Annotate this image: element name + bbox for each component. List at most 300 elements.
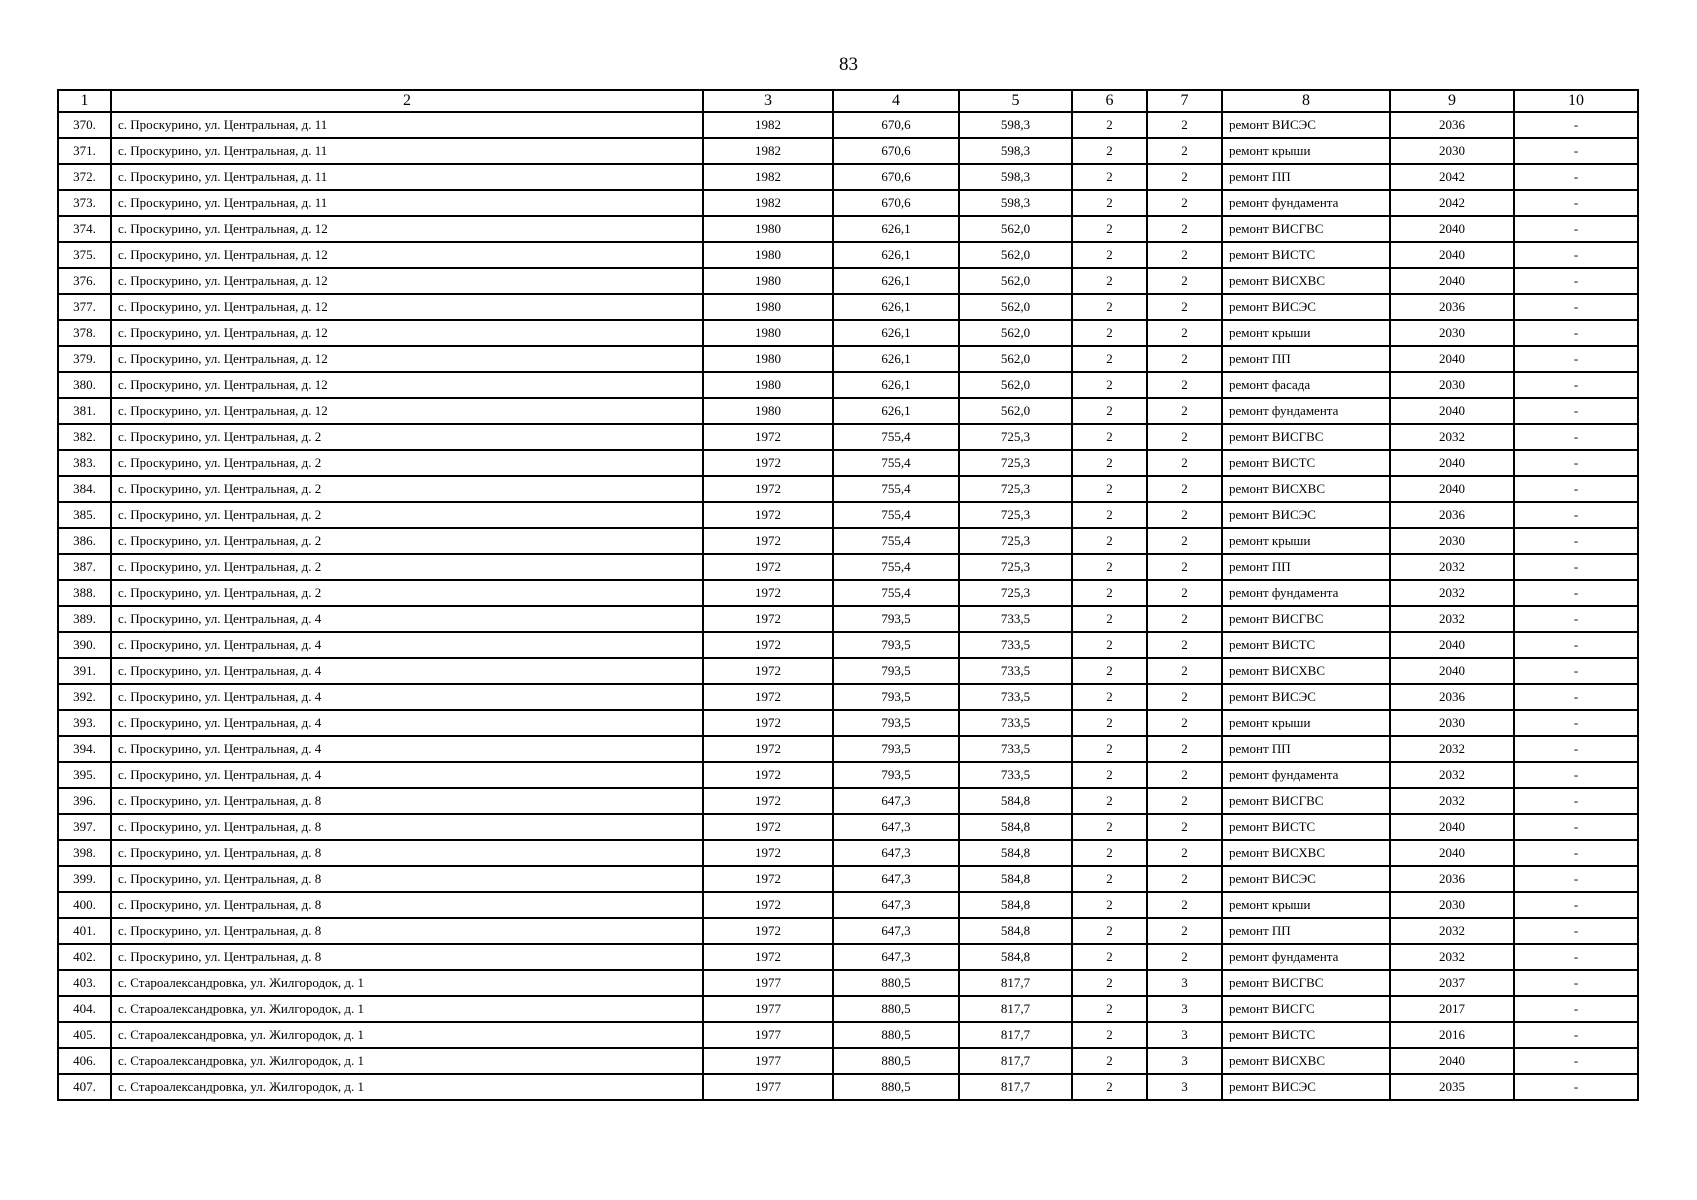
year-cell: 1972 (703, 710, 833, 736)
address-cell: с. Проскурино, ул. Центральная, д. 12 (111, 398, 703, 424)
total-area-cell: 647,3 (833, 788, 959, 814)
table-row (58, 788, 1638, 814)
work-type-cell: ремонт фундамента (1222, 944, 1390, 970)
living-area-cell: 562,0 (959, 294, 1072, 320)
table-row (58, 476, 1638, 502)
column-header: 3 (703, 90, 833, 112)
note-cell: - (1514, 736, 1638, 762)
work-type-cell: ремонт фасада (1222, 372, 1390, 398)
planned-year-cell: 2040 (1390, 658, 1514, 684)
floors-cell: 2 (1072, 866, 1147, 892)
living-area-cell: 733,5 (959, 762, 1072, 788)
living-area-cell: 725,3 (959, 528, 1072, 554)
address-cell: с. Проскурино, ул. Центральная, д. 11 (111, 164, 703, 190)
table-row (58, 112, 1638, 138)
planned-year-cell: 2035 (1390, 1074, 1514, 1100)
living-area-cell: 733,5 (959, 658, 1072, 684)
year-cell: 1972 (703, 606, 833, 632)
table-row (58, 554, 1638, 580)
note-cell: - (1514, 892, 1638, 918)
note-cell: - (1514, 1022, 1638, 1048)
planned-year-cell: 2032 (1390, 736, 1514, 762)
entrances-cell: 2 (1147, 190, 1222, 216)
entrances-cell: 2 (1147, 268, 1222, 294)
floors-cell: 2 (1072, 814, 1147, 840)
planned-year-cell: 2032 (1390, 918, 1514, 944)
row-number-cell: 398. (58, 840, 111, 866)
total-area-cell: 626,1 (833, 372, 959, 398)
living-area-cell: 584,8 (959, 892, 1072, 918)
entrances-cell: 2 (1147, 320, 1222, 346)
column-number-header-row (58, 90, 1638, 112)
row-number-cell: 405. (58, 1022, 111, 1048)
year-cell: 1982 (703, 112, 833, 138)
planned-year-cell: 2036 (1390, 866, 1514, 892)
table-row (58, 736, 1638, 762)
entrances-cell: 2 (1147, 632, 1222, 658)
table-row (58, 294, 1638, 320)
total-area-cell: 626,1 (833, 242, 959, 268)
repair-schedule-table (57, 89, 1639, 1101)
row-number-cell: 392. (58, 684, 111, 710)
row-number-cell: 393. (58, 710, 111, 736)
living-area-cell: 817,7 (959, 996, 1072, 1022)
table-row (58, 320, 1638, 346)
row-number-cell: 386. (58, 528, 111, 554)
living-area-cell: 562,0 (959, 242, 1072, 268)
planned-year-cell: 2042 (1390, 190, 1514, 216)
year-cell: 1972 (703, 502, 833, 528)
living-area-cell: 562,0 (959, 372, 1072, 398)
floors-cell: 2 (1072, 710, 1147, 736)
floors-cell: 2 (1072, 138, 1147, 164)
note-cell: - (1514, 710, 1638, 736)
total-area-cell: 793,5 (833, 606, 959, 632)
address-cell: с. Проскурино, ул. Центральная, д. 12 (111, 216, 703, 242)
entrances-cell: 2 (1147, 814, 1222, 840)
total-area-cell: 670,6 (833, 190, 959, 216)
living-area-cell: 598,3 (959, 164, 1072, 190)
table-body (58, 112, 1638, 1100)
address-cell: с. Проскурино, ул. Центральная, д. 2 (111, 450, 703, 476)
planned-year-cell: 2032 (1390, 788, 1514, 814)
row-number-cell: 403. (58, 970, 111, 996)
note-cell: - (1514, 450, 1638, 476)
note-cell: - (1514, 632, 1638, 658)
table-row (58, 268, 1638, 294)
entrances-cell: 2 (1147, 424, 1222, 450)
table-row (58, 242, 1638, 268)
row-number-cell: 371. (58, 138, 111, 164)
row-number-cell: 382. (58, 424, 111, 450)
table-row (58, 606, 1638, 632)
total-area-cell: 755,4 (833, 450, 959, 476)
table-row (58, 528, 1638, 554)
note-cell: - (1514, 216, 1638, 242)
work-type-cell: ремонт ПП (1222, 346, 1390, 372)
year-cell: 1972 (703, 580, 833, 606)
planned-year-cell: 2042 (1390, 164, 1514, 190)
planned-year-cell: 2030 (1390, 320, 1514, 346)
year-cell: 1972 (703, 892, 833, 918)
address-cell: с. Староалександровка, ул. Жилгородок, д. 1 (111, 1048, 703, 1074)
note-cell: - (1514, 554, 1638, 580)
work-type-cell: ремонт ВИСЭС (1222, 502, 1390, 528)
total-area-cell: 626,1 (833, 216, 959, 242)
column-header: 10 (1514, 90, 1638, 112)
total-area-cell: 626,1 (833, 346, 959, 372)
year-cell: 1972 (703, 554, 833, 580)
entrances-cell: 2 (1147, 918, 1222, 944)
table-row (58, 970, 1638, 996)
work-type-cell: ремонт ПП (1222, 164, 1390, 190)
total-area-cell: 670,6 (833, 112, 959, 138)
living-area-cell: 584,8 (959, 814, 1072, 840)
floors-cell: 2 (1072, 580, 1147, 606)
note-cell: - (1514, 476, 1638, 502)
year-cell: 1972 (703, 762, 833, 788)
work-type-cell: ремонт ВИСГВС (1222, 424, 1390, 450)
floors-cell: 2 (1072, 554, 1147, 580)
work-type-cell: ремонт ВИСТС (1222, 814, 1390, 840)
year-cell: 1972 (703, 450, 833, 476)
year-cell: 1977 (703, 1022, 833, 1048)
note-cell: - (1514, 684, 1638, 710)
note-cell: - (1514, 814, 1638, 840)
total-area-cell: 626,1 (833, 268, 959, 294)
year-cell: 1972 (703, 840, 833, 866)
address-cell: с. Проскурино, ул. Центральная, д. 4 (111, 762, 703, 788)
address-cell: с. Проскурино, ул. Центральная, д. 2 (111, 476, 703, 502)
row-number-cell: 396. (58, 788, 111, 814)
living-area-cell: 584,8 (959, 866, 1072, 892)
page-number: 83 (839, 54, 858, 75)
total-area-cell: 626,1 (833, 294, 959, 320)
column-header: 7 (1147, 90, 1222, 112)
note-cell: - (1514, 294, 1638, 320)
row-number-cell: 397. (58, 814, 111, 840)
year-cell: 1972 (703, 866, 833, 892)
note-cell: - (1514, 346, 1638, 372)
planned-year-cell: 2032 (1390, 580, 1514, 606)
floors-cell: 2 (1072, 346, 1147, 372)
row-number-cell: 385. (58, 502, 111, 528)
work-type-cell: ремонт ПП (1222, 554, 1390, 580)
entrances-cell: 3 (1147, 1074, 1222, 1100)
planned-year-cell: 2032 (1390, 554, 1514, 580)
table-row (58, 684, 1638, 710)
floors-cell: 2 (1072, 502, 1147, 528)
row-number-cell: 370. (58, 112, 111, 138)
row-number-cell: 400. (58, 892, 111, 918)
address-cell: с. Проскурино, ул. Центральная, д. 8 (111, 944, 703, 970)
entrances-cell: 2 (1147, 684, 1222, 710)
address-cell: с. Проскурино, ул. Центральная, д. 8 (111, 840, 703, 866)
note-cell: - (1514, 580, 1638, 606)
address-cell: с. Проскурино, ул. Центральная, д. 4 (111, 710, 703, 736)
table-row (58, 216, 1638, 242)
note-cell: - (1514, 918, 1638, 944)
table-row (58, 502, 1638, 528)
planned-year-cell: 2040 (1390, 840, 1514, 866)
note-cell: - (1514, 164, 1638, 190)
column-header: 8 (1222, 90, 1390, 112)
total-area-cell: 670,6 (833, 164, 959, 190)
floors-cell: 2 (1072, 788, 1147, 814)
entrances-cell: 3 (1147, 996, 1222, 1022)
work-type-cell: ремонт ВИСГВС (1222, 788, 1390, 814)
entrances-cell: 2 (1147, 528, 1222, 554)
row-number-cell: 399. (58, 866, 111, 892)
floors-cell: 2 (1072, 944, 1147, 970)
floors-cell: 2 (1072, 684, 1147, 710)
living-area-cell: 817,7 (959, 1074, 1072, 1100)
note-cell: - (1514, 970, 1638, 996)
total-area-cell: 793,5 (833, 762, 959, 788)
planned-year-cell: 2032 (1390, 424, 1514, 450)
table-row (58, 1022, 1638, 1048)
row-number-cell: 387. (58, 554, 111, 580)
entrances-cell: 2 (1147, 892, 1222, 918)
total-area-cell: 647,3 (833, 944, 959, 970)
living-area-cell: 725,3 (959, 502, 1072, 528)
total-area-cell: 647,3 (833, 840, 959, 866)
column-header: 6 (1072, 90, 1147, 112)
living-area-cell: 562,0 (959, 346, 1072, 372)
note-cell: - (1514, 788, 1638, 814)
total-area-cell: 755,4 (833, 424, 959, 450)
living-area-cell: 733,5 (959, 632, 1072, 658)
planned-year-cell: 2030 (1390, 892, 1514, 918)
year-cell: 1972 (703, 684, 833, 710)
row-number-cell: 402. (58, 944, 111, 970)
living-area-cell: 598,3 (959, 138, 1072, 164)
address-cell: с. Проскурино, ул. Центральная, д. 2 (111, 528, 703, 554)
living-area-cell: 725,3 (959, 450, 1072, 476)
address-cell: с. Проскурино, ул. Центральная, д. 8 (111, 918, 703, 944)
entrances-cell: 2 (1147, 398, 1222, 424)
entrances-cell: 2 (1147, 242, 1222, 268)
entrances-cell: 2 (1147, 554, 1222, 580)
work-type-cell: ремонт ВИСЭС (1222, 684, 1390, 710)
entrances-cell: 2 (1147, 294, 1222, 320)
address-cell: с. Проскурино, ул. Центральная, д. 12 (111, 242, 703, 268)
work-type-cell: ремонт фундамента (1222, 398, 1390, 424)
address-cell: с. Проскурино, ул. Центральная, д. 2 (111, 502, 703, 528)
living-area-cell: 733,5 (959, 736, 1072, 762)
year-cell: 1980 (703, 320, 833, 346)
floors-cell: 2 (1072, 242, 1147, 268)
note-cell: - (1514, 502, 1638, 528)
floors-cell: 2 (1072, 892, 1147, 918)
total-area-cell: 755,4 (833, 580, 959, 606)
work-type-cell: ремонт ВИСГВС (1222, 216, 1390, 242)
note-cell: - (1514, 866, 1638, 892)
total-area-cell: 793,5 (833, 658, 959, 684)
entrances-cell: 2 (1147, 736, 1222, 762)
floors-cell: 2 (1072, 1022, 1147, 1048)
address-cell: с. Проскурино, ул. Центральная, д. 12 (111, 268, 703, 294)
living-area-cell: 733,5 (959, 710, 1072, 736)
entrances-cell: 2 (1147, 164, 1222, 190)
work-type-cell: ремонт ВИСТС (1222, 450, 1390, 476)
floors-cell: 2 (1072, 918, 1147, 944)
total-area-cell: 647,3 (833, 892, 959, 918)
year-cell: 1980 (703, 346, 833, 372)
planned-year-cell: 2036 (1390, 294, 1514, 320)
living-area-cell: 584,8 (959, 788, 1072, 814)
work-type-cell: ремонт ВИСТС (1222, 1022, 1390, 1048)
planned-year-cell: 2040 (1390, 216, 1514, 242)
year-cell: 1980 (703, 294, 833, 320)
planned-year-cell: 2040 (1390, 632, 1514, 658)
floors-cell: 2 (1072, 164, 1147, 190)
year-cell: 1972 (703, 736, 833, 762)
entrances-cell: 2 (1147, 346, 1222, 372)
address-cell: с. Проскурино, ул. Центральная, д. 2 (111, 580, 703, 606)
entrances-cell: 2 (1147, 658, 1222, 684)
note-cell: - (1514, 190, 1638, 216)
year-cell: 1972 (703, 528, 833, 554)
living-area-cell: 817,7 (959, 970, 1072, 996)
planned-year-cell: 2040 (1390, 476, 1514, 502)
entrances-cell: 2 (1147, 606, 1222, 632)
address-cell: с. Проскурино, ул. Центральная, д. 4 (111, 736, 703, 762)
total-area-cell: 647,3 (833, 866, 959, 892)
work-type-cell: ремонт ВИСТС (1222, 632, 1390, 658)
note-cell: - (1514, 242, 1638, 268)
table-row (58, 190, 1638, 216)
planned-year-cell: 2030 (1390, 372, 1514, 398)
work-type-cell: ремонт ВИСГВС (1222, 606, 1390, 632)
living-area-cell: 562,0 (959, 320, 1072, 346)
living-area-cell: 584,8 (959, 944, 1072, 970)
year-cell: 1977 (703, 1048, 833, 1074)
year-cell: 1977 (703, 1074, 833, 1100)
note-cell: - (1514, 944, 1638, 970)
work-type-cell: ремонт ВИСХВС (1222, 840, 1390, 866)
entrances-cell: 3 (1147, 970, 1222, 996)
work-type-cell: ремонт фундамента (1222, 580, 1390, 606)
year-cell: 1982 (703, 164, 833, 190)
address-cell: с. Проскурино, ул. Центральная, д. 4 (111, 658, 703, 684)
work-type-cell: ремонт крыши (1222, 320, 1390, 346)
row-number-cell: 391. (58, 658, 111, 684)
note-cell: - (1514, 528, 1638, 554)
table-row (58, 398, 1638, 424)
planned-year-cell: 2036 (1390, 112, 1514, 138)
year-cell: 1972 (703, 814, 833, 840)
living-area-cell: 725,3 (959, 424, 1072, 450)
planned-year-cell: 2032 (1390, 944, 1514, 970)
note-cell: - (1514, 320, 1638, 346)
address-cell: с. Проскурино, ул. Центральная, д. 2 (111, 554, 703, 580)
row-number-cell: 375. (58, 242, 111, 268)
address-cell: с. Староалександровка, ул. Жилгородок, д. 1 (111, 996, 703, 1022)
year-cell: 1972 (703, 658, 833, 684)
address-cell: с. Проскурино, ул. Центральная, д. 8 (111, 892, 703, 918)
total-area-cell: 793,5 (833, 710, 959, 736)
living-area-cell: 598,3 (959, 112, 1072, 138)
note-cell: - (1514, 138, 1638, 164)
entrances-cell: 2 (1147, 450, 1222, 476)
note-cell: - (1514, 658, 1638, 684)
planned-year-cell: 2030 (1390, 710, 1514, 736)
column-header: 1 (58, 90, 111, 112)
column-header: 5 (959, 90, 1072, 112)
total-area-cell: 626,1 (833, 320, 959, 346)
row-number-cell: 390. (58, 632, 111, 658)
entrances-cell: 2 (1147, 866, 1222, 892)
total-area-cell: 793,5 (833, 736, 959, 762)
work-type-cell: ремонт крыши (1222, 528, 1390, 554)
address-cell: с. Проскурино, ул. Центральная, д. 2 (111, 424, 703, 450)
table-row (58, 632, 1638, 658)
work-type-cell: ремонт ВИСХВС (1222, 268, 1390, 294)
work-type-cell: ремонт ПП (1222, 918, 1390, 944)
entrances-cell: 2 (1147, 788, 1222, 814)
address-cell: с. Проскурино, ул. Центральная, д. 12 (111, 346, 703, 372)
address-cell: с. Проскурино, ул. Центральная, д. 8 (111, 866, 703, 892)
floors-cell: 2 (1072, 216, 1147, 242)
total-area-cell: 880,5 (833, 970, 959, 996)
table-row (58, 814, 1638, 840)
address-cell: с. Проскурино, ул. Центральная, д. 8 (111, 788, 703, 814)
work-type-cell: ремонт ВИСЭС (1222, 1074, 1390, 1100)
address-cell: с. Проскурино, ул. Центральная, д. 12 (111, 294, 703, 320)
planned-year-cell: 2040 (1390, 346, 1514, 372)
planned-year-cell: 2040 (1390, 268, 1514, 294)
year-cell: 1980 (703, 242, 833, 268)
table-row (58, 424, 1638, 450)
total-area-cell: 755,4 (833, 476, 959, 502)
work-type-cell: ремонт фундамента (1222, 762, 1390, 788)
work-type-cell: ремонт ВИСЭС (1222, 866, 1390, 892)
year-cell: 1982 (703, 138, 833, 164)
entrances-cell: 2 (1147, 502, 1222, 528)
floors-cell: 2 (1072, 632, 1147, 658)
entrances-cell: 2 (1147, 580, 1222, 606)
note-cell: - (1514, 996, 1638, 1022)
row-number-cell: 404. (58, 996, 111, 1022)
address-cell: с. Проскурино, ул. Центральная, д. 11 (111, 190, 703, 216)
floors-cell: 2 (1072, 450, 1147, 476)
note-cell: - (1514, 762, 1638, 788)
floors-cell: 2 (1072, 424, 1147, 450)
table-row (58, 996, 1638, 1022)
year-cell: 1980 (703, 398, 833, 424)
table-row (58, 1074, 1638, 1100)
planned-year-cell: 2037 (1390, 970, 1514, 996)
row-number-cell: 380. (58, 372, 111, 398)
table-row (58, 840, 1638, 866)
planned-year-cell: 2040 (1390, 1048, 1514, 1074)
living-area-cell: 733,5 (959, 684, 1072, 710)
row-number-cell: 374. (58, 216, 111, 242)
total-area-cell: 793,5 (833, 632, 959, 658)
row-number-cell: 383. (58, 450, 111, 476)
entrances-cell: 2 (1147, 762, 1222, 788)
work-type-cell: ремонт ВИСХВС (1222, 1048, 1390, 1074)
table-row (58, 918, 1638, 944)
row-number-cell: 372. (58, 164, 111, 190)
floors-cell: 2 (1072, 762, 1147, 788)
living-area-cell: 562,0 (959, 268, 1072, 294)
table-row (58, 892, 1638, 918)
entrances-cell: 2 (1147, 710, 1222, 736)
column-header: 9 (1390, 90, 1514, 112)
living-area-cell: 584,8 (959, 918, 1072, 944)
